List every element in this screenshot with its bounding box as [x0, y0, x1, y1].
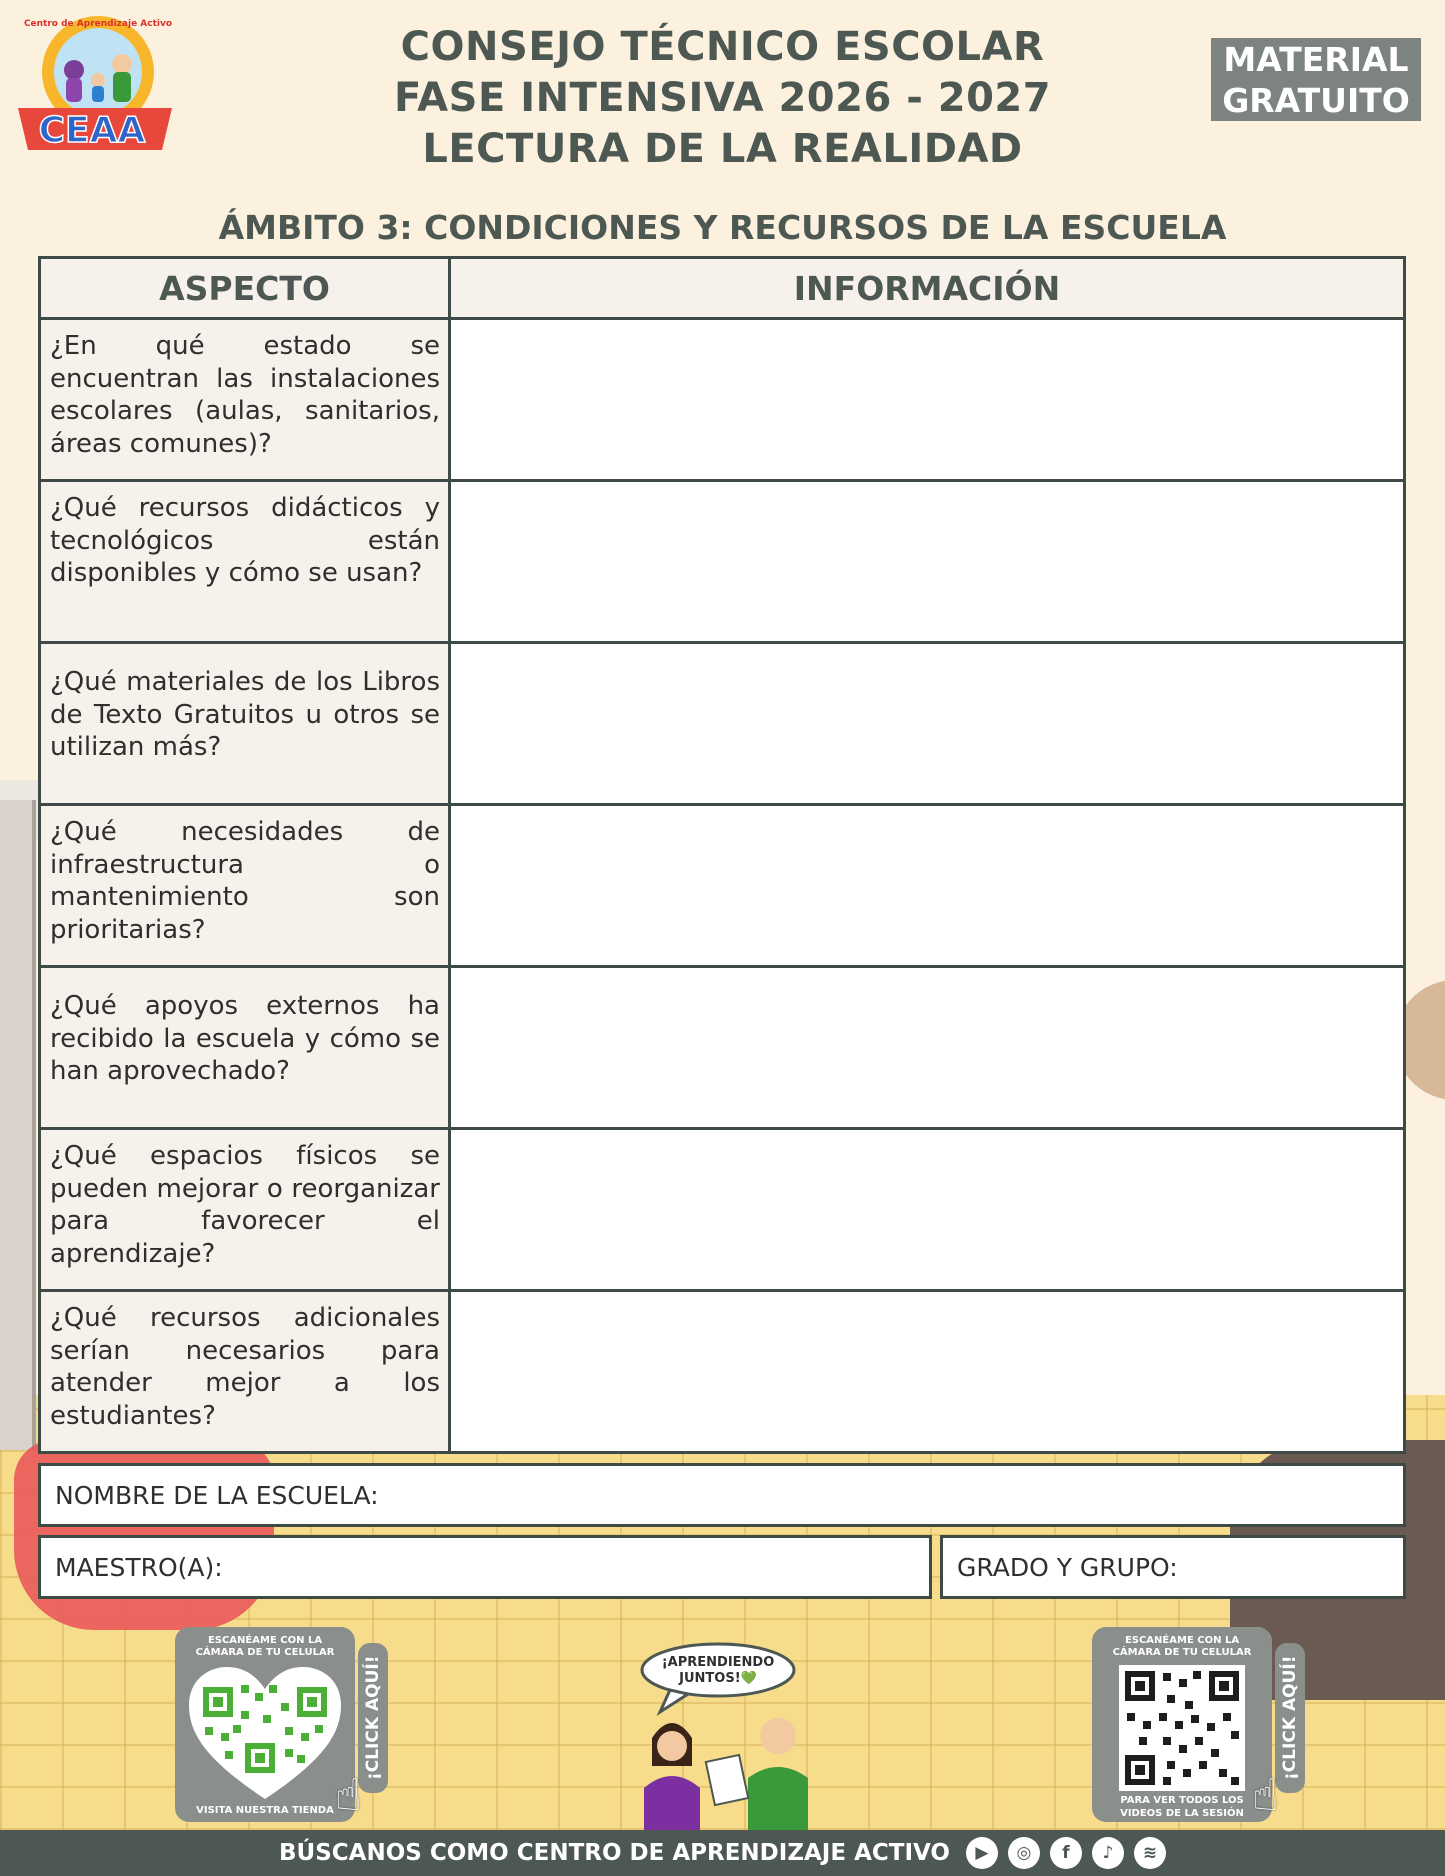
information-answer-cell-6[interactable] [451, 1130, 1403, 1289]
aspect-question-3: ¿Qué materiales de los Libros de Texto Gratuitos u otros se utilizan más? [50, 667, 440, 762]
qr-right-bottom-line-1: PARA VER TODOS LOS [1120, 1795, 1244, 1806]
table-row [41, 641, 1403, 803]
spotify-icon[interactable]: ≋ [1134, 1837, 1166, 1869]
information-answer-cell-3[interactable] [451, 644, 1403, 803]
bubble-line-2: JUNTOS!💚 [679, 1671, 757, 1686]
page-title [300, 22, 1145, 175]
reality-reading-table [38, 256, 1406, 1454]
grade-group-label: GRADO Y GRUPO: [957, 1552, 1178, 1582]
aspect-question-6: ¿Qué espacios físicos se pueden mejorar o reorganizar para favorecer el aprendizaje? [50, 1141, 440, 1269]
pointer-hand-icon: ☝ [335, 1770, 362, 1821]
logo-text: CEAA [38, 110, 146, 151]
qr-right-bottom-line-2: VIDEOS DE LA SESIÓN [1120, 1808, 1244, 1819]
youtube-icon[interactable]: ▶ [966, 1837, 998, 1869]
qr-left-bottom-text: VISITA NUESTRA TIENDA [196, 1805, 334, 1816]
title-line-2: FASE INTENSIVA 2026 - 2027 [393, 75, 1052, 121]
teacher-field[interactable] [38, 1535, 932, 1599]
store-qr-card[interactable] [175, 1627, 355, 1822]
click-here-tab-right[interactable]: ¡CLICK AQUÍ! [1275, 1643, 1305, 1793]
qr-right-top-line-1: ESCANÉAME CON LA [1124, 1635, 1240, 1646]
school-name-field[interactable] [38, 1463, 1406, 1527]
background-pillar [0, 800, 36, 1450]
click-here-tab-left[interactable]: ¡CLICK AQUÍ! [358, 1643, 388, 1793]
bubble-line-1: ¡APRENDIENDO [661, 1655, 775, 1670]
table-row [41, 803, 1403, 965]
aspect-question-4: ¿Qué necesidades de infraestructura o mantenimiento son prioritarias? [50, 817, 440, 945]
aspect-question-5: ¿Qué apoyos externos ha recibido la escuela y cómo se han aprovechado? [50, 991, 440, 1086]
logo-ring-text: Centro de Aprendizaje Activo [23, 19, 172, 29]
teachers-illustration [630, 1638, 820, 1830]
column-header-aspect: ASPECTO [41, 259, 451, 317]
aspect-question-7: ¿Qué recursos adicionales serían necesarios para atender mejor a los estudiantes? [50, 1303, 440, 1431]
free-material-badge [1211, 38, 1421, 121]
table-row [41, 1127, 1403, 1289]
teacher-label: MAESTRO(A): [55, 1552, 223, 1582]
table-row [41, 965, 1403, 1127]
grade-group-field[interactable] [940, 1535, 1406, 1599]
information-answer-cell-1[interactable] [451, 320, 1403, 479]
badge-line-2: GRATUITO [1222, 81, 1410, 120]
table-header-row [41, 259, 1403, 317]
table-row [41, 479, 1403, 641]
information-answer-cell-5[interactable] [451, 968, 1403, 1127]
column-header-information: INFORMACIÓN [451, 259, 1403, 317]
qr-code-icon [1119, 1665, 1245, 1791]
footer-bar [0, 1830, 1445, 1876]
footer-text: BÚSCANOS COMO CENTRO DE APRENDIZAJE ACTIVO [279, 1840, 950, 1866]
information-answer-cell-4[interactable] [451, 806, 1403, 965]
aspect-question-2: ¿Qué recursos didácticos y tecnológicos están disponibles y cómo se usan? [50, 493, 440, 588]
qr-left-top-line-2: CÁMARA DE TU CELULAR [195, 1647, 335, 1658]
title-line-1: CONSEJO TÉCNICO ESCOLAR [400, 24, 1045, 70]
school-name-label: NOMBRE DE LA ESCUELA: [55, 1480, 379, 1510]
facebook-icon[interactable]: f [1050, 1837, 1082, 1869]
tiktok-icon[interactable]: ♪ [1092, 1837, 1124, 1869]
heart-qr-code-icon [185, 1663, 345, 1803]
title-line-3: LECTURA DE LA REALIDAD [422, 126, 1023, 172]
qr-left-top-line-1: ESCANÉAME CON LA [207, 1635, 323, 1646]
videos-qr-card[interactable] [1092, 1627, 1272, 1822]
information-answer-cell-7[interactable] [451, 1292, 1403, 1451]
aspect-question-1: ¿En qué estado se encuentran las instalaciones escolares (aulas, sanitarios, áreas comunes)? [50, 331, 440, 459]
pointer-hand-icon: ☝ [1252, 1770, 1279, 1821]
qr-right-top-line-2: CÁMARA DE TU CELULAR [1112, 1647, 1252, 1658]
section-title: ÁMBITO 3: CONDICIONES Y RECURSOS DE LA ESCUELA [218, 208, 1227, 247]
instagram-icon[interactable]: ◎ [1008, 1837, 1040, 1869]
badge-line-1: MATERIAL [1223, 40, 1409, 79]
table-row [41, 317, 1403, 479]
table-row [41, 1289, 1403, 1451]
information-answer-cell-2[interactable] [451, 482, 1403, 641]
ceaa-logo [12, 12, 172, 157]
